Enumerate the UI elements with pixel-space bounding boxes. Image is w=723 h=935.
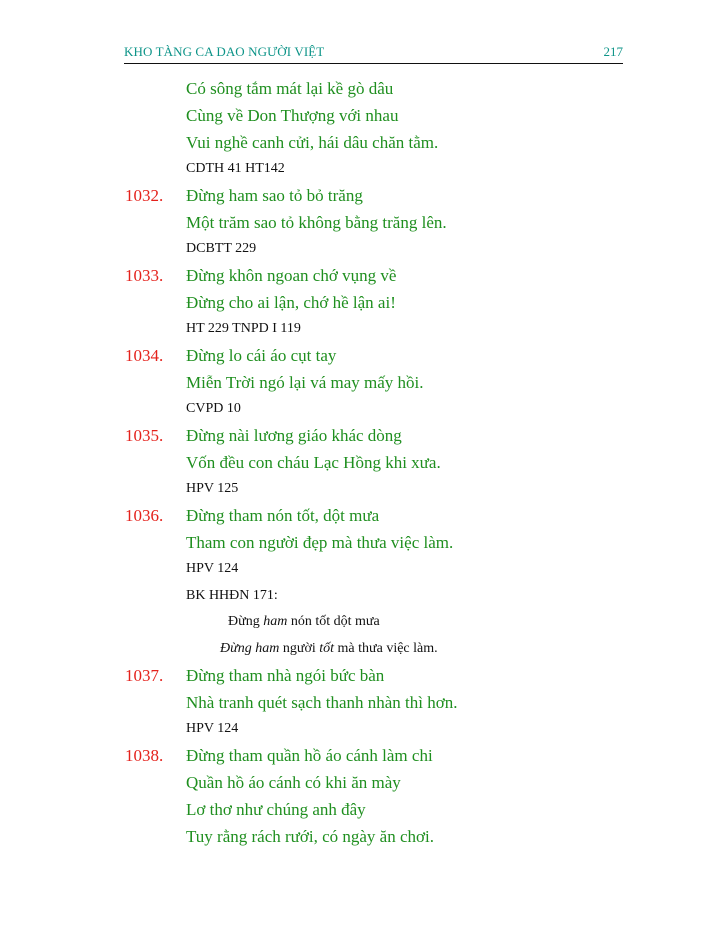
source-ref: DCBTT 229 [186,241,257,256]
header-rule [124,63,623,64]
source-ref: CDTH 41 HT142 [186,161,285,176]
source-ref: CVPD 10 [186,401,241,416]
verse-line: Có sông tắm mát lại kề gò dâu [186,79,394,98]
entry-number: 1038. [125,746,164,765]
page-number: 217 [603,44,623,59]
entry-number: 1034. [125,346,164,365]
entry-number: 1032. [125,186,164,205]
verse-line: Đừng nài lương giáo khác dòng [186,426,402,445]
verse-line: Đừng tham quần hồ áo cánh làm chi [186,746,433,765]
header-title: KHO TÀNG CA DAO NGƯỜI VIỆT [124,44,325,59]
entry-number: 1033. [125,266,164,285]
source-ref: BK HHĐN 171: [186,588,278,603]
verse-line: Nhà tranh quét sạch thanh nhàn thì hơn. [186,693,458,712]
verse-line: Đừng ham sao tỏ bỏ trăng [186,186,363,205]
verse-line: Vốn đều con cháu Lạc Hồng khi xưa. [186,453,441,472]
verse-line: Đừng tham nhà ngói bức bàn [186,666,385,685]
source-ref: HT 229 TNPD I 119 [186,321,301,336]
verse-line: Một trăm sao tỏ không bằng trăng lên. [186,213,447,232]
variant-line: Đừng ham nón tốt dột mưa [228,614,380,629]
verse-line: Đừng cho ai lận, chớ hề lận ai! [186,293,396,312]
verse-line: Đừng khôn ngoan chớ vụng về [186,266,397,285]
verse-line: Lơ thơ như chúng anh đây [186,800,366,819]
verse-line: Cùng về Don Thượng với nhau [186,106,399,125]
entry-number: 1037. [125,666,164,685]
entry-number: 1035. [125,426,164,445]
verse-line: Đừng tham nón tốt, dột mưa [186,506,380,525]
verse-line: Tuy rằng rách rưới, có ngày ăn chơi. [186,827,434,846]
verse-line: Vui nghề canh cửi, hái dâu chăn tằm. [186,133,439,152]
verse-line: Tham con người đẹp mà thưa việc làm. [186,533,454,552]
source-ref: HPV 124 [186,561,239,576]
verse-line: Miễn Trời ngó lại vá may mấy hồi. [186,373,424,392]
verse-line: Đừng lo cái áo cụt tay [186,346,337,365]
variant-line: Đừng ham người tốt mà thưa việc làm. [220,641,438,656]
entry-number: 1036. [125,506,164,525]
verse-line: Quần hồ áo cánh có khi ăn mày [186,773,401,792]
source-ref: HPV 124 [186,721,239,736]
source-ref: HPV 125 [186,481,239,496]
